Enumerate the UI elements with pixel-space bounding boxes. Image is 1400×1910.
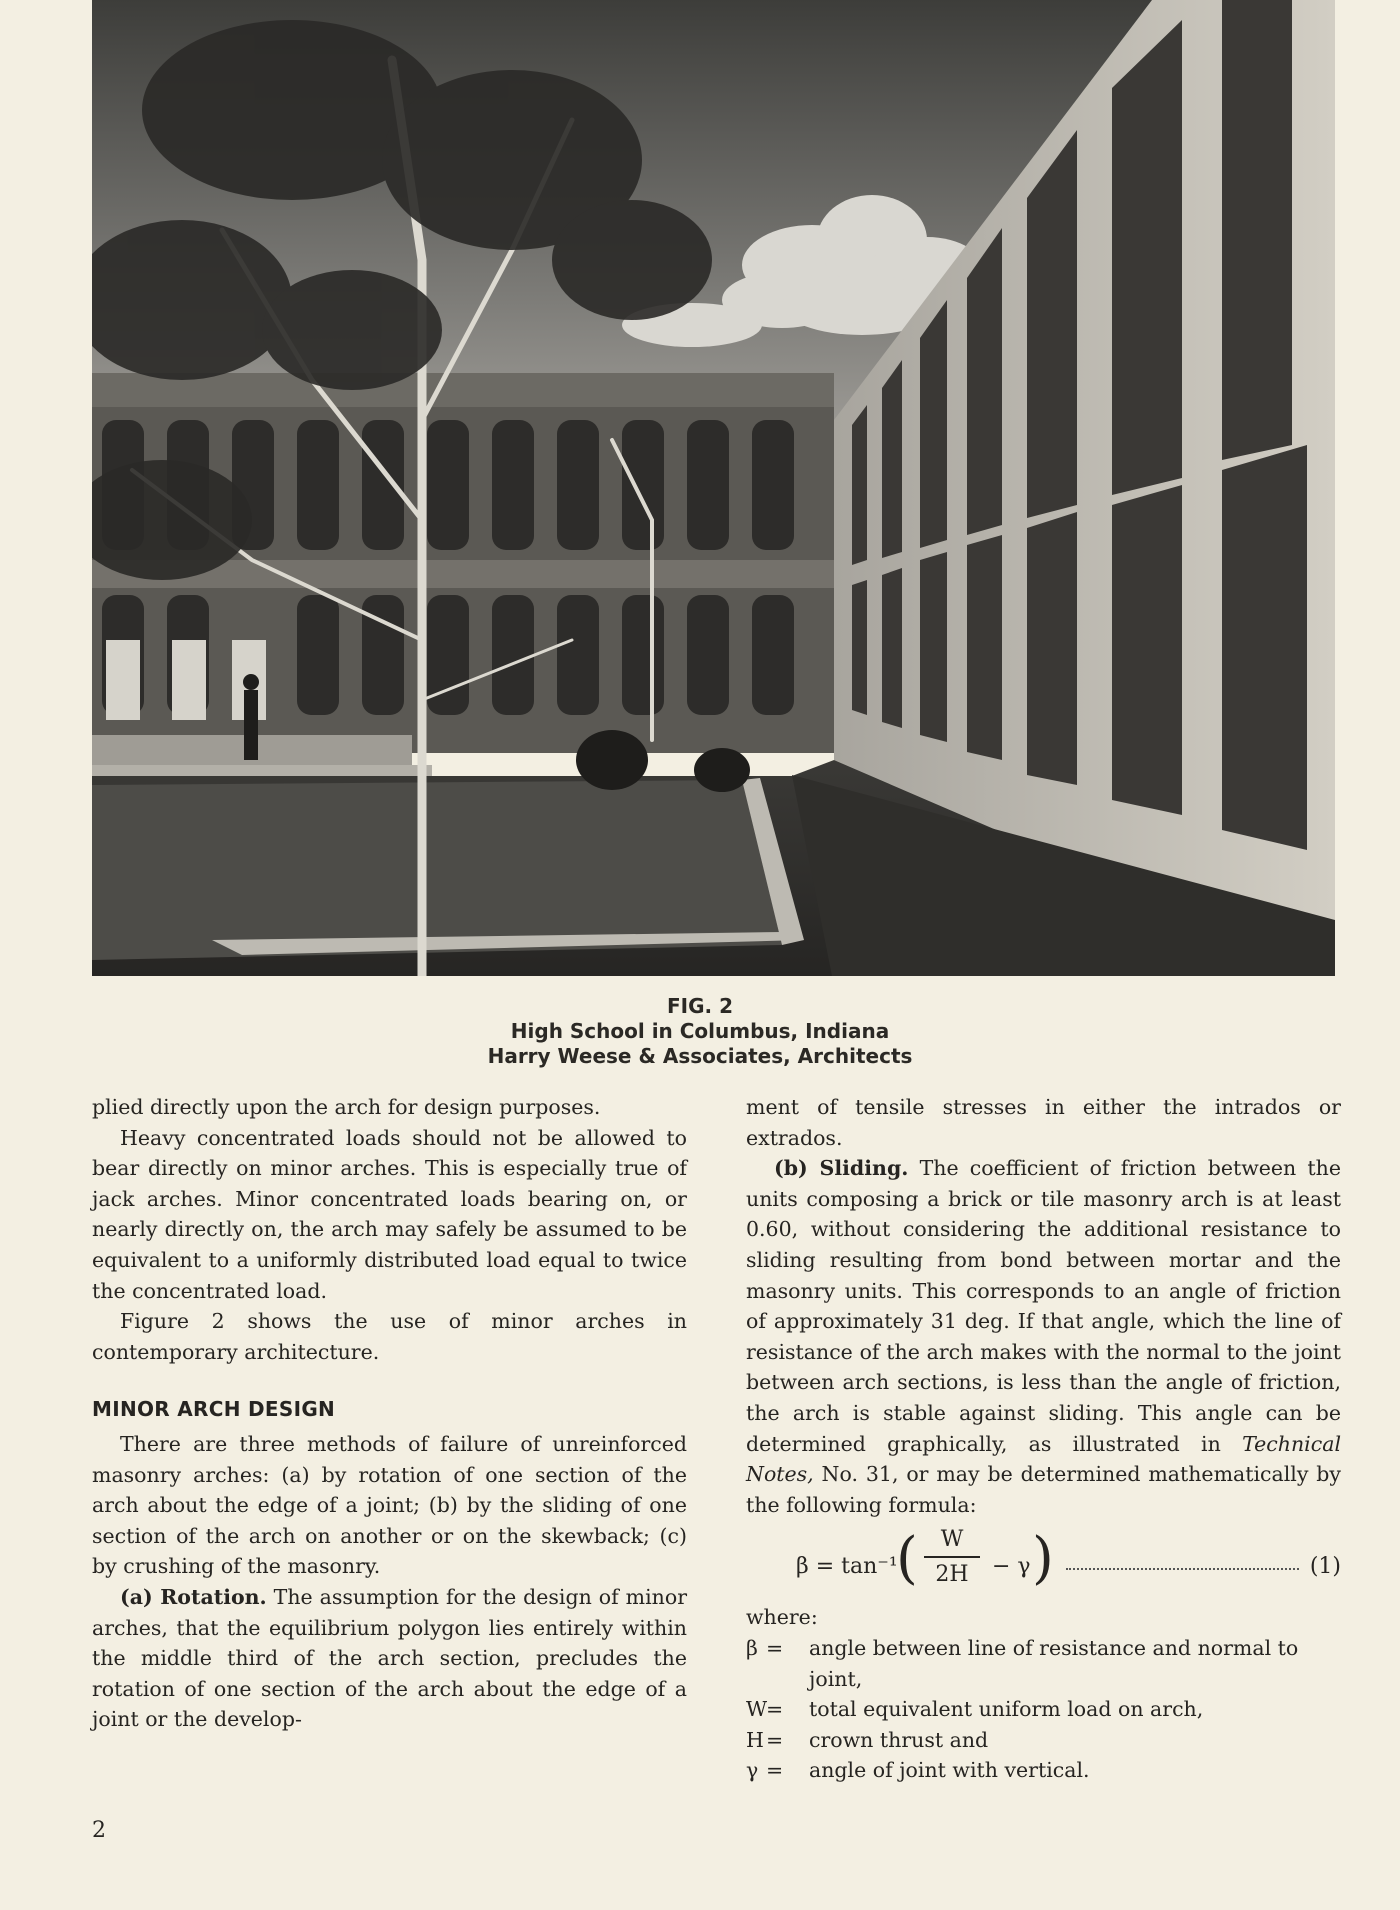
formula-number: (1) — [1309, 1554, 1341, 1580]
where-label: where: — [746, 1605, 818, 1630]
paragraph: Heavy concentrated loads should not be allowed to bear directly on minor arches. This is especially true of jack arches. Minor concentrated loads bearing on, or nearly directly on, the arch may safely be assumed to be equivalent to a uniformly distributed load equal to twice the concentrated load. — [92, 1125, 687, 1303]
courtyard-photo — [92, 0, 1335, 976]
paragraph-text: The coefficient of friction between the units composing a brick or tile masonry arch is at least 0.60, without considering the additional resistance to sliding resulting from bond between mortar and the masonry units. This corresponds to an angle of friction of approximately 31 deg. If that angle, which the line of resistance of the arch makes with the normal to the joint between arch sections, is less than the angle of friction, the arch is stable against sliding. This angle can be determined graphically, as illustrated in — [746, 1156, 1341, 1456]
definition-symbol: W — [746, 1697, 768, 1722]
formula-close-paren: ) — [1032, 1526, 1054, 1592]
formula-1 — [746, 1522, 1341, 1600]
paragraph — [746, 1153, 1341, 1520]
definition-symbol: γ — [746, 1758, 759, 1783]
formula-denominator: 2H — [935, 1562, 969, 1588]
formula-lhs: β = tan⁻¹ — [796, 1554, 898, 1580]
definition-symbol: β — [746, 1635, 758, 1660]
paragraph-text: The assumption for the design of minor arches, that the equilibrium polygon lies entirely within the middle third of the arch section, precludes the rotation of one section of the arch about the edge of a joint or the develop- — [92, 1584, 687, 1732]
formula-minus-gamma: − γ — [992, 1554, 1031, 1580]
formula-dot-leader — [1066, 1568, 1299, 1570]
definition-item — [746, 1725, 1341, 1756]
page-number: 2 — [92, 1818, 106, 1843]
definition-text: angle between line of resistance and normal to joint, — [809, 1635, 1299, 1691]
paragraph-text: No. 31, or may be determined mathematically by the following formula: — [746, 1462, 1341, 1517]
paragraph — [92, 1582, 687, 1735]
definition-item — [746, 1694, 1341, 1725]
definition-text: crown thrust and — [809, 1727, 989, 1752]
run-in-heading: (a) Rotation. — [120, 1584, 267, 1609]
paragraph: ment of tensile stresses in either the intrados or extrados. — [746, 1095, 1341, 1150]
paragraph: Figure 2 shows the use of minor arches in contemporary architecture. — [92, 1309, 687, 1364]
definition-item — [746, 1755, 1341, 1786]
right-column — [746, 1092, 1341, 1786]
definition-text: angle of joint with vertical. — [809, 1758, 1090, 1783]
definition-equals: = — [766, 1727, 784, 1752]
definition-equals: = — [766, 1758, 784, 1783]
formula-numerator: W — [924, 1524, 980, 1558]
formula-fraction — [924, 1524, 980, 1592]
definition-equals: = — [766, 1697, 784, 1722]
italic-reference: Technical Notes, — [746, 1431, 1341, 1487]
paragraph: There are three methods of failure of unreinforced masonry arches: (a) by rotation of one section of the arch about the edge of a joint; (b) by the sliding of one section of the arch on another or on the skewback; (c) by crushing of the masonry. — [92, 1431, 687, 1579]
paragraph: plied directly upon the arch for design purposes. — [92, 1095, 601, 1119]
figure-title: High School in Columbus, Indiana — [510, 1019, 890, 1043]
definition-list — [746, 1633, 1341, 1786]
definition-equals: = — [766, 1635, 784, 1660]
run-in-heading: (b) Sliding. — [774, 1156, 909, 1181]
definition-text: total equivalent uniform load on arch, — [809, 1697, 1204, 1722]
definition-item — [746, 1633, 1341, 1694]
left-column — [92, 1092, 687, 1735]
formula-open-paren: ( — [896, 1526, 918, 1592]
figure-label: FIG. 2 — [667, 994, 733, 1018]
section-heading: MINOR ARCH DESIGN — [92, 1397, 336, 1422]
figure-credit: Harry Weese & Associates, Architects — [487, 1044, 913, 1068]
definition-symbol: H — [746, 1727, 764, 1752]
